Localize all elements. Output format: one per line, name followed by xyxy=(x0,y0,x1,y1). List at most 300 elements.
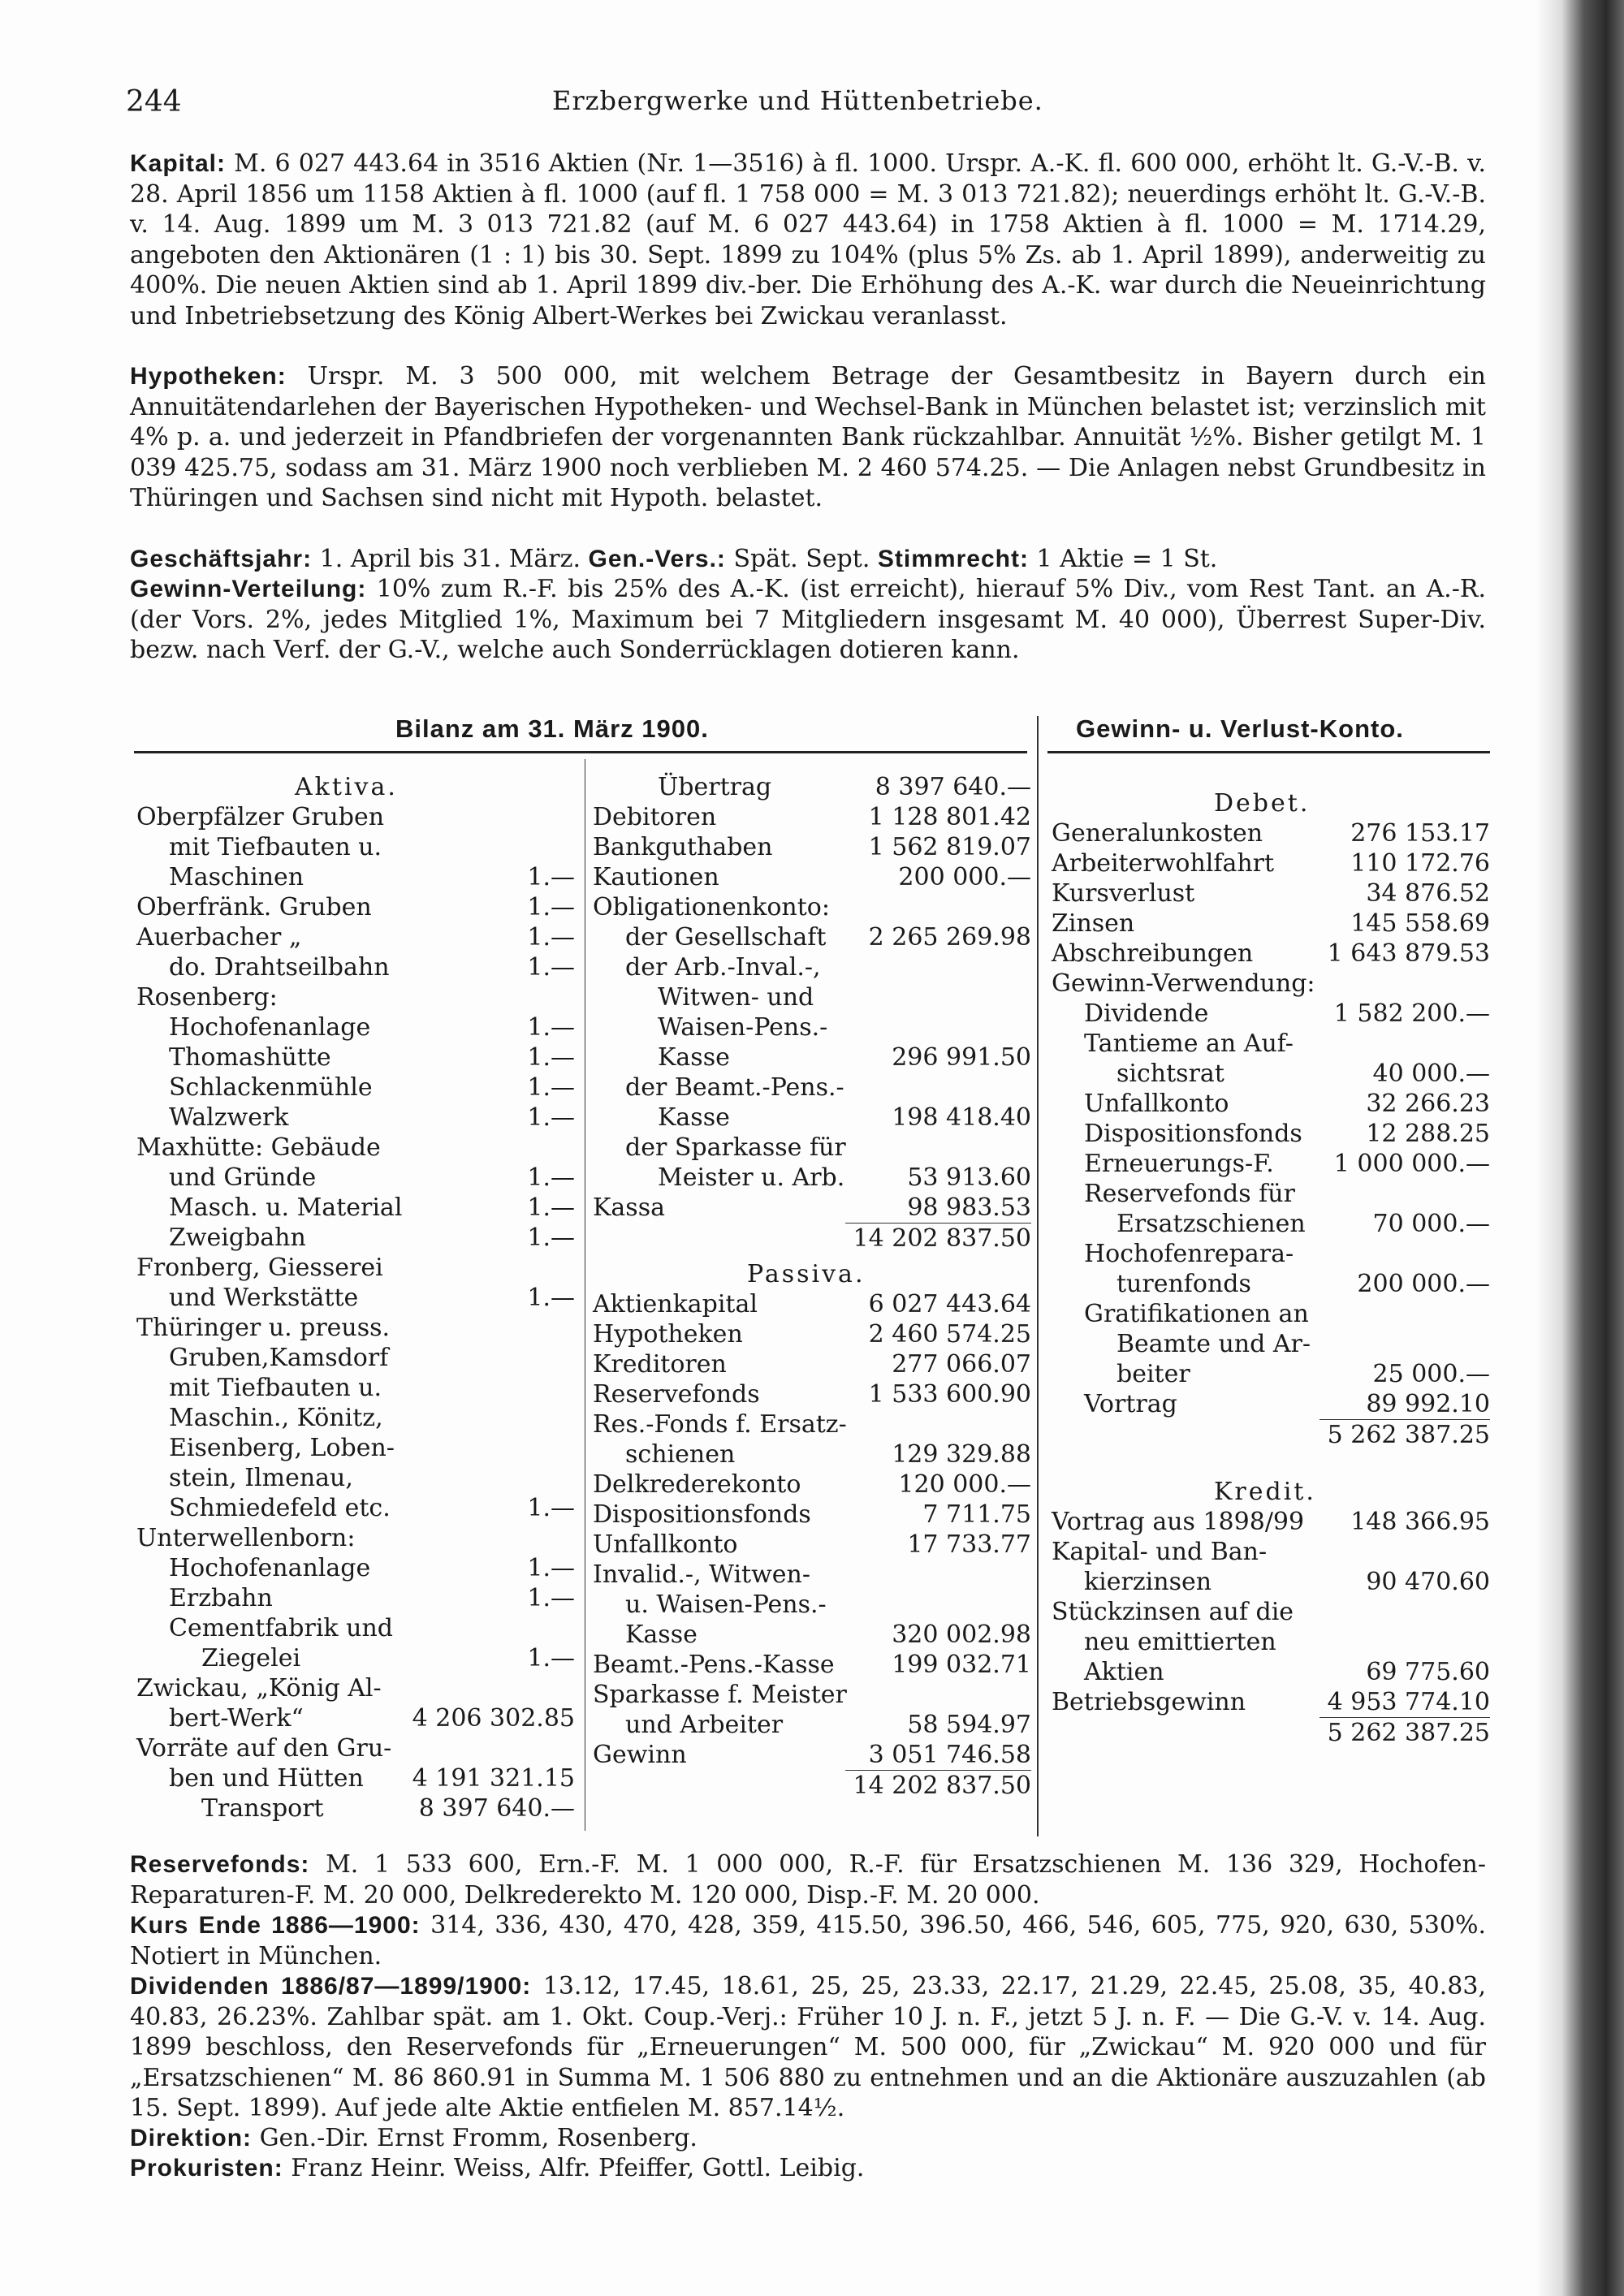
debet-row xyxy=(1052,1089,1490,1119)
direktion-text: Gen.-Dir. Ernst Fromm, Rosenberg. xyxy=(259,2124,698,2152)
row-label: der Sparkasse für xyxy=(625,1133,846,1162)
row-label: Eisenberg, Loben- xyxy=(169,1434,395,1462)
passiva-row xyxy=(593,1530,1031,1560)
aktiva-row xyxy=(136,1042,575,1072)
row-value: 6 027 443.64 xyxy=(868,1290,1031,1318)
aktiva-cont-row xyxy=(593,1072,1031,1103)
passiva-row xyxy=(593,1710,1031,1740)
prokuristen-label: Prokuristen: xyxy=(130,2155,283,2182)
row-label: Erzbahn xyxy=(169,1584,273,1612)
aktiva-column xyxy=(136,772,575,1823)
aktiva-row xyxy=(136,982,575,1012)
row-label: Reservefonds für xyxy=(1084,1180,1295,1208)
direktion-label: Direktion: xyxy=(130,2125,253,2151)
kredit-row xyxy=(1052,1627,1490,1657)
debet-row xyxy=(1052,1239,1490,1269)
aktiva-cont-row xyxy=(593,982,1031,1012)
row-label: Kassa xyxy=(593,1193,665,1222)
aktiva-row xyxy=(136,1583,575,1613)
aktiva-row xyxy=(136,922,575,952)
row-value: 129 329.88 xyxy=(892,1440,1031,1469)
prokuristen-paragraph xyxy=(130,2153,1486,2184)
row-label: Walzwerk xyxy=(169,1103,289,1132)
kurs-paragraph xyxy=(130,1910,1486,1971)
debet-row xyxy=(1052,1299,1490,1329)
row-label: Gewinn xyxy=(593,1741,687,1769)
aktiva-cont-row xyxy=(593,1103,1031,1133)
row-label: Aktien xyxy=(1084,1658,1164,1686)
aktiva-row xyxy=(136,1223,575,1253)
row-label: Dispositionsfonds xyxy=(1084,1120,1302,1148)
row-label: und Werkstätte xyxy=(169,1284,359,1312)
row-label: Rosenberg: xyxy=(136,983,278,1012)
dividenden-paragraph xyxy=(130,1971,1486,2124)
kredit-row xyxy=(1052,1687,1490,1717)
passiva-row xyxy=(593,1620,1031,1650)
passiva-row xyxy=(593,1319,1031,1349)
row-label: Abschreibungen xyxy=(1052,939,1254,968)
row-label: Schlackenmühle xyxy=(169,1073,373,1102)
row-label: Arbeiterwohlfahrt xyxy=(1052,849,1275,878)
reservefonds-paragraph xyxy=(130,1849,1486,1910)
aktiva-row xyxy=(136,1613,575,1643)
passiva-row xyxy=(593,1439,1031,1470)
gewinnverteilung-text: 10% zum R.-F. bis 25% des A.-K. (ist erreicht), hierauf 5% Div., vom Rest Tant. an A.-R. (der Vors. 2%, jedes Mitglied 1%, Maximum bei 7 Mitgliedern insgesamt M. 40 000), Überrest Super-Div. bezw. nach Verf. der G.-V., welche auch Sonderrücklagen dotieren kann. xyxy=(130,575,1486,664)
debet-row xyxy=(1052,999,1490,1029)
row-label: Betriebsgewinn xyxy=(1052,1688,1246,1716)
row-label: sichtsrat xyxy=(1116,1060,1224,1088)
row-label: Auerbacher „ xyxy=(136,923,302,952)
row-label: Vortrag xyxy=(1084,1390,1177,1418)
row-label: neu emittierten xyxy=(1084,1628,1276,1656)
row-label: Tantieme an Auf- xyxy=(1084,1029,1294,1058)
row-label: stein, Ilmenau, xyxy=(169,1464,353,1492)
row-value: 1.— xyxy=(527,1644,575,1672)
direktion-paragraph xyxy=(130,2123,1486,2154)
aktiva-cont-row xyxy=(593,1133,1031,1163)
row-label: Transport xyxy=(201,1794,324,1823)
row-label: Dividende xyxy=(1084,999,1209,1028)
row-label: Vortrag aus 1898/99 xyxy=(1052,1508,1305,1536)
row-value: 1.— xyxy=(527,953,575,982)
row-value: 1.— xyxy=(527,1163,575,1192)
row-spacer xyxy=(1052,772,1490,788)
row-label: mit Tiefbauten u. xyxy=(169,833,382,861)
hypotheken-label: Hypotheken: xyxy=(130,363,287,390)
row-value: 1 562 819.07 xyxy=(868,833,1031,861)
debet-heading xyxy=(1052,788,1490,818)
geschaeftsjahr-text: 1. April bis 31. März. xyxy=(319,545,581,573)
row-value: 1.— xyxy=(527,893,575,921)
row-value: 1 533 600.90 xyxy=(868,1380,1031,1409)
aktiva-row xyxy=(136,1283,575,1313)
aktiva-cont-row xyxy=(593,832,1031,862)
aktiva-cont-row xyxy=(593,1163,1031,1193)
row-label: Thomashütte xyxy=(169,1043,331,1072)
kurs-text: 314, 336, 430, 470, 428, 359, 415.50, 396.50, 466, 546, 605, 775, 920, 630, 530%. Notiert in München. xyxy=(130,1911,1486,1970)
dividenden-text: 13.12, 17.45, 18.61, 25, 25, 23.33, 22.17, 21.29, 22.45, 25.08, 35, 40.83, 40.83, 26.23%. Zahlbar spät. am 1. Okt. Coup.-Verj.: Früher 10 J. n. F., jetzt 5 J. n. F. — Die G.-V. v. 14. Aug. 1899 beschloss, den Reservefonds für „Erneuerungen“ M. 500 000, für „Zwickau“ M. 920 000 und für „Ersatzschienen“ M. 86 860.91 in Summa M. 1 506 880 zu entnehmen und an die Aktionäre auszuzahlen (ab 15. Sept. 1899). Auf jede alte Aktie entfielen M. 857.14½. xyxy=(130,1972,1486,2122)
row-label: kierzinsen xyxy=(1084,1568,1212,1596)
row-value: 90 470.60 xyxy=(1366,1568,1490,1596)
row-spacer xyxy=(1052,1449,1490,1477)
row-value: 296 991.50 xyxy=(892,1043,1031,1072)
aktiva-row xyxy=(136,1763,575,1793)
aktiva-cont-row xyxy=(593,952,1031,982)
row-label: Generalunkosten xyxy=(1052,819,1263,848)
aktiva-cont-row xyxy=(593,1012,1031,1042)
row-value: 1.— xyxy=(527,863,575,891)
aktiva-row xyxy=(136,1012,575,1042)
row-value: 1.— xyxy=(527,1554,575,1582)
row-label: Maxhütte: Gebäude xyxy=(136,1133,381,1162)
aktiva-row xyxy=(136,1523,575,1553)
row-value: 1.— xyxy=(527,1584,575,1612)
geschaeftsjahr-label: Geschäftsjahr: xyxy=(130,546,313,572)
passiva-row xyxy=(593,1560,1031,1590)
aktiva-row xyxy=(136,1072,575,1103)
row-value: 110 172.76 xyxy=(1350,849,1490,878)
row-label: Übertrag xyxy=(658,773,772,801)
row-label: Hochofenanlage xyxy=(169,1013,371,1042)
debet-row xyxy=(1052,908,1490,939)
row-label: Kreditoren xyxy=(593,1350,727,1379)
prokuristen-text: Franz Heinr. Weiss, Alfr. Pfeiffer, Gottl. Leibig. xyxy=(291,2154,865,2182)
row-value: 1 000 000.— xyxy=(1333,1150,1490,1178)
passiva-row xyxy=(593,1349,1031,1379)
row-label: Dispositionsfonds xyxy=(593,1500,811,1529)
row-value: 148 366.95 xyxy=(1350,1508,1490,1536)
row-value: 32 266.23 xyxy=(1366,1090,1490,1118)
row-value: 2 460 574.25 xyxy=(868,1320,1031,1349)
aktiva-row xyxy=(136,892,575,922)
aktiva-cont-row xyxy=(593,922,1031,952)
row-label: Gewinn-Verwendung: xyxy=(1052,969,1315,998)
row-value: 98 983.53 xyxy=(907,1193,1031,1222)
row-label: Invalid.-, Witwen- xyxy=(593,1560,810,1589)
debet-row xyxy=(1052,1179,1490,1209)
row-value: 1 643 879.53 xyxy=(1327,939,1490,968)
row-value: 4 953 774.10 xyxy=(1327,1688,1490,1716)
row-label: Thüringer u. preuss. xyxy=(136,1314,391,1342)
row-label: Maschinen xyxy=(169,863,304,891)
bilanz-middle-column xyxy=(593,772,1031,1800)
row-spacer xyxy=(593,1253,1031,1259)
reservefonds-label: Reservefonds: xyxy=(130,1851,310,1878)
row-label: Unfallkonto xyxy=(593,1530,738,1559)
row-label: Gratifikationen an xyxy=(1084,1300,1309,1328)
row-value: 200 000.— xyxy=(898,863,1031,891)
row-value: 70 000.— xyxy=(1372,1210,1490,1238)
row-value: 1.— xyxy=(527,1073,575,1102)
row-label: und Arbeiter xyxy=(625,1711,784,1739)
aktiva-row xyxy=(136,1253,575,1283)
row-label: Cementfabrik und xyxy=(169,1614,393,1642)
row-label: Unfallkonto xyxy=(1084,1090,1229,1118)
row-value: 1.— xyxy=(527,923,575,952)
passiva-row xyxy=(593,1289,1031,1319)
debet-row xyxy=(1052,1149,1490,1179)
row-value: 69 775.60 xyxy=(1366,1658,1490,1686)
guv-column xyxy=(1052,772,1490,1747)
row-label: Hochofenanlage xyxy=(169,1554,371,1582)
row-label: Ziegelei xyxy=(201,1644,301,1672)
hypotheken-paragraph xyxy=(130,361,1486,514)
row-label: Masch. u. Material xyxy=(169,1193,403,1222)
debet-row xyxy=(1052,1389,1490,1419)
aktiva-cont-row xyxy=(593,802,1031,832)
guv-top-rule xyxy=(1047,751,1490,753)
row-value: 1.— xyxy=(527,1224,575,1252)
row-value: 120 000.— xyxy=(898,1470,1031,1499)
row-value: 1.— xyxy=(527,1494,575,1522)
aktiva-row xyxy=(136,1493,575,1523)
aktiva-row xyxy=(136,1433,575,1463)
row-value: 8 397 640.— xyxy=(418,1794,575,1823)
debet-heading-text: Debet. xyxy=(1214,789,1311,818)
row-label: Unterwellenborn: xyxy=(136,1524,356,1552)
passiva-row xyxy=(593,1379,1031,1409)
aktiva-row xyxy=(136,1643,575,1673)
row-label: Kursverlust xyxy=(1052,879,1195,908)
row-value: 17 733.77 xyxy=(907,1530,1031,1559)
row-value: 320 002.98 xyxy=(892,1621,1031,1649)
row-value: 4 191 321.15 xyxy=(412,1764,575,1793)
passiva-row xyxy=(593,1590,1031,1620)
row-label: Zwickau, „König Al- xyxy=(136,1674,382,1703)
row-label: Reservefonds xyxy=(593,1380,760,1409)
aktiva-row xyxy=(136,1193,575,1223)
row-label: do. Drahtseilbahn xyxy=(169,953,390,982)
row-label: Debitoren xyxy=(593,803,717,831)
aktiva-heading-text: Aktiva. xyxy=(295,773,398,801)
debet-row xyxy=(1052,878,1490,908)
kapital-text: M. 6 027 443.64 in 3516 Aktien (Nr. 1—3516) à fl. 1000. Urspr. A.-K. fl. 600 000, erhöht lt. G.-V.-B. v. 28. April 1856 um 1158 Aktien à fl. 1000 (auf fl. 1 758 000 = M. 3 013 721.82); neuerdings erhöht lt. G.-V.-B. v. 14. Aug. 1899 um M. 3 013 721.82 (auf M. 6 027 443.64) in 1758 Aktien à fl. 1000 = M. 1714.29, angeboten den Aktionären (1 : 1) bis 30. Sept. 1899 zu 104% (plus 5% Zs. ab 1. April 1899), anderweitig zu 400%. Die neuen Aktien sind ab 1. April 1899 div.-ber. Die Erhöhung des A.-K. war durch die Neueinrichtung und Inbetriebsetzung des König Albert-Werkes bei Zwickau veranlasst. xyxy=(130,149,1486,330)
kredit-row xyxy=(1052,1507,1490,1537)
bilanz-top-rule xyxy=(134,751,1027,753)
kredit-heading-text: Kredit. xyxy=(1214,1478,1316,1506)
kredit-row xyxy=(1052,1657,1490,1687)
passiva-row xyxy=(593,1500,1031,1530)
kapital-label: Kapital: xyxy=(130,150,227,177)
geschaeftsjahr-paragraph xyxy=(130,544,1486,575)
row-label: Erneuerungs-F. xyxy=(1084,1150,1274,1178)
debet-row xyxy=(1052,1269,1490,1299)
debet-row xyxy=(1052,939,1490,969)
hypotheken-text: Urspr. M. 3 500 000, mit welchem Betrage der Gesamtbesitz in Bayern durch ein Annuitätendarlehen der Bayerischen Hypotheken- und Wechsel-Bank in München belastet ist; verzinslich mit 4% p. a. und jederzeit in Pfandbriefen der vorgenannten Bank rückzahlbar. Annuität ½%. Bisher getilgt M. 1 039 425.75, sodass am 31. März 1900 noch verblieben M. 2 460 574.25. — Die Anlagen nebst Grundbesitz in Thüringen und Sachsen sind nicht mit Hypoth. belastet. xyxy=(130,362,1486,512)
row-value: 34 876.52 xyxy=(1366,879,1490,908)
row-label: Stückzinsen auf die xyxy=(1052,1598,1294,1626)
debet-row xyxy=(1052,1329,1490,1359)
aktiva-row xyxy=(136,1313,575,1343)
running-title: Erzbergwerke und Hüttenbetriebe. xyxy=(552,85,1043,116)
debet-row xyxy=(1052,1119,1490,1149)
passiva-row xyxy=(593,1470,1031,1500)
aktiva-row xyxy=(136,1373,575,1403)
aktiva-cont-row xyxy=(593,1193,1031,1223)
gewinnverteilung-paragraph xyxy=(130,574,1486,666)
passiva-row xyxy=(593,1740,1031,1770)
row-label: Kasse xyxy=(625,1621,698,1649)
gewinnverteilung-label: Gewinn-Verteilung: xyxy=(130,576,367,602)
row-value: 7 711.75 xyxy=(922,1500,1031,1529)
aktiva-heading xyxy=(136,772,575,802)
row-value: 1.— xyxy=(527,1013,575,1042)
row-label: Obligationenkonto: xyxy=(593,893,830,921)
row-label: Beamt.-Pens.-Kasse xyxy=(593,1651,835,1679)
row-value: 1.— xyxy=(527,1103,575,1132)
row-label: Beamte und Ar- xyxy=(1116,1330,1311,1358)
aktiva-row xyxy=(136,862,575,892)
row-value: 1 582 200.— xyxy=(1333,999,1490,1028)
debet-row xyxy=(1052,1059,1490,1089)
aktiva-row xyxy=(136,802,575,832)
reservefonds-text: M. 1 533 600, Ern.-F. M. 1 000 000, R.-F. für Ersatzschienen M. 136 329, Hochofen-Reparaturen-F. M. 20 000, Delkrederekto M. 120 000, Disp.-F. M. 20 000. xyxy=(130,1850,1486,1910)
aktiva-row xyxy=(136,1163,575,1193)
aktiva-row xyxy=(136,1703,575,1733)
kredit-heading xyxy=(1052,1477,1490,1507)
row-value: 89 992.10 xyxy=(1366,1390,1490,1418)
sum-value: 5 262 387.25 xyxy=(1320,1717,1490,1748)
passiva-row xyxy=(593,1680,1031,1710)
sum-value: 5 262 387.25 xyxy=(1320,1419,1490,1450)
row-label: mit Tiefbauten u. xyxy=(169,1374,382,1402)
stimmrecht-text: 1 Aktie = 1 St. xyxy=(1036,545,1218,573)
row-label: Witwen- und xyxy=(658,983,814,1012)
row-value: 58 594.97 xyxy=(907,1711,1031,1739)
row-value: 277 066.07 xyxy=(892,1350,1031,1379)
sum-value: 14 202 837.50 xyxy=(845,1770,1031,1801)
aktiva-row xyxy=(136,1133,575,1163)
row-label: Oberpfälzer Gruben xyxy=(136,803,385,831)
aktiva-cont-row xyxy=(593,1223,1031,1253)
passiva-row xyxy=(593,1650,1031,1680)
debet-row xyxy=(1052,1029,1490,1059)
row-label: Res.-Fonds f. Ersatz- xyxy=(593,1410,847,1439)
aktiva-cont-row xyxy=(593,1042,1031,1072)
row-label: Hochofenrepara- xyxy=(1084,1240,1294,1268)
kredit-row xyxy=(1052,1567,1490,1597)
row-value: 1.— xyxy=(527,1193,575,1222)
passiva-heading xyxy=(593,1259,1031,1289)
aktiva-row xyxy=(136,1343,575,1373)
row-value: 200 000.— xyxy=(1357,1270,1490,1298)
row-label: Delkrederekonto xyxy=(593,1470,801,1499)
aktiva-cont-row xyxy=(593,772,1031,802)
row-value: 25 000.— xyxy=(1372,1360,1490,1388)
row-label: Hypotheken xyxy=(593,1320,743,1349)
aktiva-row xyxy=(136,1553,575,1583)
aktiva-row xyxy=(136,1403,575,1433)
kapital-paragraph xyxy=(130,149,1486,331)
aktiva-cont-row xyxy=(593,892,1031,922)
row-value: 145 558.69 xyxy=(1350,909,1490,938)
passiva-row xyxy=(593,1770,1031,1800)
aktiva-row xyxy=(136,1793,575,1823)
row-value: 40 000.— xyxy=(1372,1060,1490,1088)
row-label: Kautionen xyxy=(593,863,719,891)
kurs-label: Kurs Ende 1886—1900: xyxy=(130,1912,421,1939)
row-label: bert-Werk“ xyxy=(169,1704,304,1733)
row-label: beiter xyxy=(1116,1360,1190,1388)
genvers-text: Spät. Sept. xyxy=(733,545,870,573)
row-value: 53 913.60 xyxy=(907,1163,1031,1192)
passiva-heading-text: Passiva. xyxy=(747,1260,866,1288)
row-label: Ersatzschienen xyxy=(1116,1210,1306,1238)
row-label: Kasse xyxy=(658,1043,730,1072)
guv-heading: Gewinn- u. Verlust-Konto. xyxy=(1076,714,1404,743)
row-value: 8 397 640.— xyxy=(875,773,1031,801)
row-label: Fronberg, Giesserei xyxy=(136,1254,383,1282)
debet-row xyxy=(1052,1419,1490,1449)
row-value: 199 032.71 xyxy=(892,1651,1031,1679)
row-label: der Beamt.-Pens.- xyxy=(625,1073,844,1102)
row-label: Maschin., Könitz, xyxy=(169,1404,383,1432)
aktiva-cont-row xyxy=(593,862,1031,892)
row-label: der Gesellschaft xyxy=(625,923,827,952)
row-label: Zweigbahn xyxy=(169,1224,306,1252)
debet-row xyxy=(1052,848,1490,878)
debet-row xyxy=(1052,818,1490,848)
row-label: Zinsen xyxy=(1052,909,1135,938)
sum-value: 14 202 837.50 xyxy=(845,1223,1031,1254)
row-label: Vorräte auf den Gru- xyxy=(136,1734,392,1763)
row-label: der Arb.-Inval.-, xyxy=(625,953,821,982)
kredit-row xyxy=(1052,1537,1490,1567)
row-value: 198 418.40 xyxy=(892,1103,1031,1132)
kredit-row xyxy=(1052,1717,1490,1747)
aktiva-row xyxy=(136,1103,575,1133)
aktiva-row xyxy=(136,1673,575,1703)
debet-row xyxy=(1052,969,1490,999)
bilanz-heading: Bilanz am 31. März 1900. xyxy=(395,714,709,743)
stimmrecht-label: Stimmrecht: xyxy=(877,546,1029,572)
row-label: Gruben,Kamsdorf xyxy=(169,1344,389,1372)
row-label: Waisen-Pens.- xyxy=(658,1013,828,1042)
row-label: Oberfränk. Gruben xyxy=(136,893,372,921)
debet-row xyxy=(1052,1209,1490,1239)
kredit-row xyxy=(1052,1597,1490,1627)
genvers-label: Gen.-Vers.: xyxy=(588,546,726,572)
row-label: schienen xyxy=(625,1440,736,1469)
row-value: 4 206 302.85 xyxy=(412,1704,575,1733)
row-label: Kasse xyxy=(658,1103,730,1132)
row-label: Schmiedefeld etc. xyxy=(169,1494,391,1522)
debet-row xyxy=(1052,1359,1490,1389)
row-label: Sparkasse f. Meister xyxy=(593,1681,847,1709)
row-value: 1 128 801.42 xyxy=(868,803,1031,831)
aktiva-row xyxy=(136,1733,575,1763)
row-label: Kapital- und Ban- xyxy=(1052,1538,1268,1566)
row-value: 3 051 746.58 xyxy=(868,1741,1031,1769)
row-value: 12 288.25 xyxy=(1366,1120,1490,1148)
aktiva-row xyxy=(136,1463,575,1493)
page-binding-edge xyxy=(1535,0,1624,2296)
aktiva-row xyxy=(136,952,575,982)
row-label: Bankguthaben xyxy=(593,833,773,861)
row-label: ben und Hütten xyxy=(169,1764,364,1793)
aktiva-row xyxy=(136,832,575,862)
row-label: Meister u. Arb. xyxy=(658,1163,845,1192)
row-value: 1.— xyxy=(527,1284,575,1312)
row-label: turenfonds xyxy=(1116,1270,1251,1298)
row-value: 2 265 269.98 xyxy=(868,923,1031,952)
row-label: Aktienkapital xyxy=(593,1290,758,1318)
row-value: 1.— xyxy=(527,1043,575,1072)
passiva-row xyxy=(593,1409,1031,1439)
dividenden-label: Dividenden 1886/87—1899/1900: xyxy=(130,1973,532,2000)
page-number: 244 xyxy=(126,85,182,119)
row-label: u. Waisen-Pens.- xyxy=(625,1590,827,1619)
